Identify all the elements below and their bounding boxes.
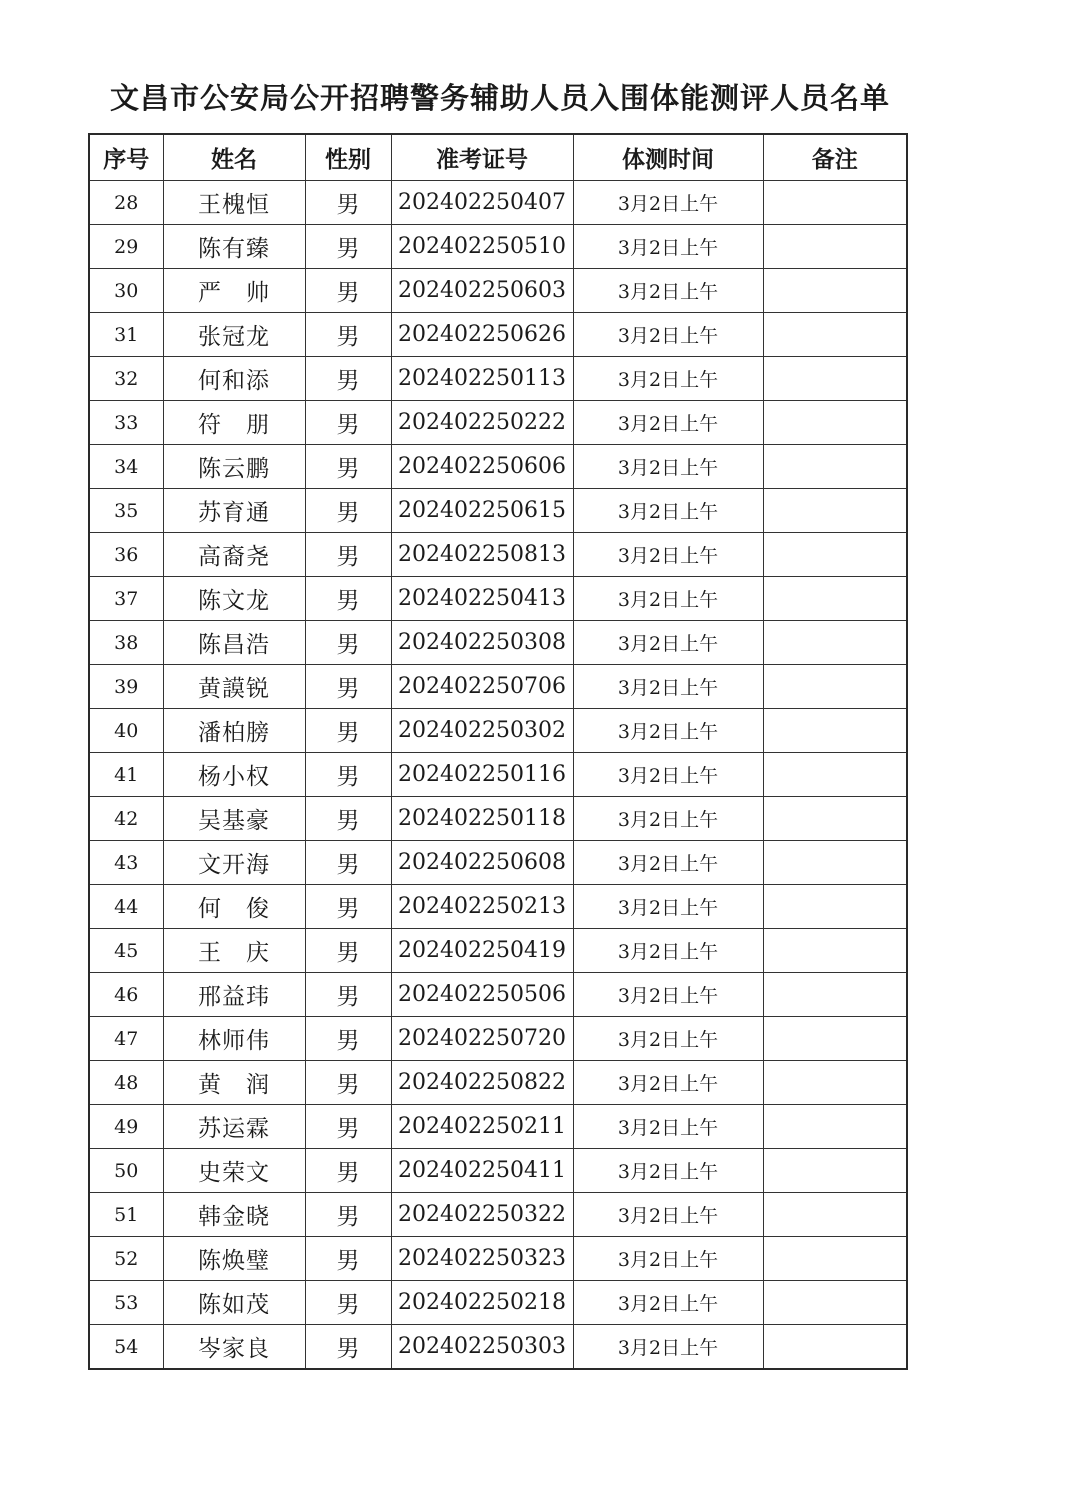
gender-cell: 男 <box>305 621 391 665</box>
exam-id-cell: 202402250506 <box>391 973 573 1017</box>
name-cell: 文开海 <box>163 841 305 885</box>
table-row <box>89 1105 907 1149</box>
test-time-cell: 3月2日上午 <box>573 621 763 665</box>
note-cell <box>763 1017 907 1061</box>
note-cell <box>763 401 907 445</box>
note-cell <box>763 973 907 1017</box>
table-body <box>89 181 907 1370</box>
exam-id-cell: 202402250720 <box>391 1017 573 1061</box>
test-time-cell: 3月2日上午 <box>573 489 763 533</box>
exam-id-cell: 202402250413 <box>391 577 573 621</box>
name-cell: 王槐恒 <box>163 181 305 225</box>
exam-id-cell: 202402250411 <box>391 1149 573 1193</box>
test-time-cell: 3月2日上午 <box>573 1237 763 1281</box>
test-time-cell: 3月2日上午 <box>573 1017 763 1061</box>
header-seq: 序号 <box>89 134 163 181</box>
exam-id-cell: 202402250218 <box>391 1281 573 1325</box>
table-row <box>89 797 907 841</box>
exam-id-cell: 202402250813 <box>391 533 573 577</box>
test-time-cell: 3月2日上午 <box>573 1325 763 1370</box>
table-row <box>89 1325 907 1370</box>
exam-id-cell: 202402250510 <box>391 225 573 269</box>
test-time-cell: 3月2日上午 <box>573 929 763 973</box>
note-cell <box>763 885 907 929</box>
gender-cell: 男 <box>305 1281 391 1325</box>
seq-cell: 43 <box>89 841 163 885</box>
seq-cell: 29 <box>89 225 163 269</box>
gender-cell: 男 <box>305 313 391 357</box>
table-row <box>89 1193 907 1237</box>
test-time-cell: 3月2日上午 <box>573 269 763 313</box>
name-cell: 陈文龙 <box>163 577 305 621</box>
header-row <box>89 134 907 181</box>
gender-cell: 男 <box>305 797 391 841</box>
test-time-cell: 3月2日上午 <box>573 841 763 885</box>
gender-cell: 男 <box>305 533 391 577</box>
test-time-cell: 3月2日上午 <box>573 973 763 1017</box>
exam-id-cell: 202402250323 <box>391 1237 573 1281</box>
table-row <box>89 1281 907 1325</box>
name-cell: 陈有臻 <box>163 225 305 269</box>
table-row <box>89 1237 907 1281</box>
name-cell: 陈如茂 <box>163 1281 305 1325</box>
name-cell: 何 俊 <box>163 885 305 929</box>
page-title: 文昌市公安局公开招聘警务辅助人员入围体能测评人员名单 <box>109 81 890 115</box>
exam-id-cell: 202402250302 <box>391 709 573 753</box>
note-cell <box>763 621 907 665</box>
exam-id-cell: 202402250407 <box>391 181 573 225</box>
table-row <box>89 357 907 401</box>
gender-cell: 男 <box>305 181 391 225</box>
name-cell: 陈焕璧 <box>163 1237 305 1281</box>
exam-id-cell: 202402250303 <box>391 1325 573 1370</box>
test-time-cell: 3月2日上午 <box>573 225 763 269</box>
seq-cell: 44 <box>89 885 163 929</box>
table-row <box>89 445 907 489</box>
name-cell: 邢益玮 <box>163 973 305 1017</box>
note-cell <box>763 1237 907 1281</box>
table-row <box>89 709 907 753</box>
test-time-cell: 3月2日上午 <box>573 181 763 225</box>
gender-cell: 男 <box>305 1061 391 1105</box>
name-cell: 张冠龙 <box>163 313 305 357</box>
gender-cell: 男 <box>305 357 391 401</box>
name-cell: 韩金晓 <box>163 1193 305 1237</box>
name-cell: 严 帅 <box>163 269 305 313</box>
name-cell: 何和添 <box>163 357 305 401</box>
seq-cell: 39 <box>89 665 163 709</box>
gender-cell: 男 <box>305 929 391 973</box>
table-row <box>89 1061 907 1105</box>
note-cell <box>763 1281 907 1325</box>
gender-cell: 男 <box>305 225 391 269</box>
header-test-time: 体测时间 <box>573 134 763 181</box>
exam-id-cell: 202402250116 <box>391 753 573 797</box>
test-time-cell: 3月2日上午 <box>573 577 763 621</box>
gender-cell: 男 <box>305 709 391 753</box>
test-time-cell: 3月2日上午 <box>573 885 763 929</box>
exam-id-cell: 202402250113 <box>391 357 573 401</box>
note-cell <box>763 797 907 841</box>
name-cell: 史荣文 <box>163 1149 305 1193</box>
note-cell <box>763 577 907 621</box>
name-cell: 苏运霖 <box>163 1105 305 1149</box>
table-row <box>89 753 907 797</box>
test-time-cell: 3月2日上午 <box>573 313 763 357</box>
gender-cell: 男 <box>305 269 391 313</box>
note-cell <box>763 709 907 753</box>
name-cell: 杨小权 <box>163 753 305 797</box>
gender-cell: 男 <box>305 1017 391 1061</box>
exam-id-cell: 202402250308 <box>391 621 573 665</box>
seq-cell: 40 <box>89 709 163 753</box>
table-row <box>89 533 907 577</box>
seq-cell: 52 <box>89 1237 163 1281</box>
seq-cell: 38 <box>89 621 163 665</box>
table-row <box>89 489 907 533</box>
table-row <box>89 1017 907 1061</box>
table-row <box>89 929 907 973</box>
table-row <box>89 885 907 929</box>
note-cell <box>763 1325 907 1370</box>
name-cell: 黄謨锐 <box>163 665 305 709</box>
note-cell <box>763 841 907 885</box>
note-cell <box>763 1105 907 1149</box>
note-cell <box>763 533 907 577</box>
exam-id-cell: 202402250222 <box>391 401 573 445</box>
seq-cell: 37 <box>89 577 163 621</box>
table-row <box>89 401 907 445</box>
test-time-cell: 3月2日上午 <box>573 357 763 401</box>
seq-cell: 48 <box>89 1061 163 1105</box>
note-cell <box>763 269 907 313</box>
gender-cell: 男 <box>305 753 391 797</box>
table-row <box>89 973 907 1017</box>
name-cell: 吴基豪 <box>163 797 305 841</box>
gender-cell: 男 <box>305 489 391 533</box>
seq-cell: 51 <box>89 1193 163 1237</box>
seq-cell: 31 <box>89 313 163 357</box>
note-cell <box>763 929 907 973</box>
note-cell <box>763 357 907 401</box>
name-cell: 高裔尧 <box>163 533 305 577</box>
seq-cell: 46 <box>89 973 163 1017</box>
table-header <box>89 134 907 181</box>
name-cell: 符 朋 <box>163 401 305 445</box>
gender-cell: 男 <box>305 1325 391 1370</box>
seq-cell: 47 <box>89 1017 163 1061</box>
exam-id-cell: 202402250211 <box>391 1105 573 1149</box>
header-gender: 性别 <box>305 134 391 181</box>
seq-cell: 41 <box>89 753 163 797</box>
note-cell <box>763 225 907 269</box>
table-row <box>89 269 907 313</box>
exam-id-cell: 202402250822 <box>391 1061 573 1105</box>
gender-cell: 男 <box>305 1193 391 1237</box>
test-time-cell: 3月2日上午 <box>573 797 763 841</box>
test-time-cell: 3月2日上午 <box>573 753 763 797</box>
exam-id-cell: 202402250603 <box>391 269 573 313</box>
test-time-cell: 3月2日上午 <box>573 1281 763 1325</box>
name-cell: 陈昌浩 <box>163 621 305 665</box>
gender-cell: 男 <box>305 1237 391 1281</box>
gender-cell: 男 <box>305 973 391 1017</box>
exam-id-cell: 202402250626 <box>391 313 573 357</box>
table-row <box>89 665 907 709</box>
test-time-cell: 3月2日上午 <box>573 1149 763 1193</box>
header-exam-id: 准考证号 <box>391 134 573 181</box>
seq-cell: 50 <box>89 1149 163 1193</box>
exam-id-cell: 202402250706 <box>391 665 573 709</box>
gender-cell: 男 <box>305 885 391 929</box>
gender-cell: 男 <box>305 1149 391 1193</box>
table-row <box>89 621 907 665</box>
note-cell <box>763 1149 907 1193</box>
test-time-cell: 3月2日上午 <box>573 1061 763 1105</box>
note-cell <box>763 489 907 533</box>
exam-id-cell: 202402250118 <box>391 797 573 841</box>
name-cell: 王 庆 <box>163 929 305 973</box>
gender-cell: 男 <box>305 401 391 445</box>
test-time-cell: 3月2日上午 <box>573 1105 763 1149</box>
seq-cell: 30 <box>89 269 163 313</box>
seq-cell: 53 <box>89 1281 163 1325</box>
test-time-cell: 3月2日上午 <box>573 1193 763 1237</box>
gender-cell: 男 <box>305 665 391 709</box>
gender-cell: 男 <box>305 1105 391 1149</box>
table-row <box>89 313 907 357</box>
seq-cell: 49 <box>89 1105 163 1149</box>
name-cell: 林师伟 <box>163 1017 305 1061</box>
name-cell: 苏育通 <box>163 489 305 533</box>
test-time-cell: 3月2日上午 <box>573 401 763 445</box>
seq-cell: 42 <box>89 797 163 841</box>
exam-id-cell: 202402250213 <box>391 885 573 929</box>
exam-id-cell: 202402250606 <box>391 445 573 489</box>
seq-cell: 54 <box>89 1325 163 1370</box>
test-time-cell: 3月2日上午 <box>573 533 763 577</box>
note-cell <box>763 313 907 357</box>
name-cell: 潘柏膀 <box>163 709 305 753</box>
seq-cell: 35 <box>89 489 163 533</box>
gender-cell: 男 <box>305 577 391 621</box>
seq-cell: 34 <box>89 445 163 489</box>
header-name: 姓名 <box>163 134 305 181</box>
test-time-cell: 3月2日上午 <box>573 445 763 489</box>
note-cell <box>763 665 907 709</box>
seq-cell: 45 <box>89 929 163 973</box>
exam-id-cell: 202402250419 <box>391 929 573 973</box>
table-row <box>89 181 907 225</box>
name-cell: 岑家良 <box>163 1325 305 1370</box>
note-cell <box>763 445 907 489</box>
header-note: 备注 <box>763 134 907 181</box>
note-cell <box>763 1193 907 1237</box>
seq-cell: 32 <box>89 357 163 401</box>
candidate-table <box>88 133 908 1370</box>
note-cell <box>763 753 907 797</box>
seq-cell: 36 <box>89 533 163 577</box>
gender-cell: 男 <box>305 841 391 885</box>
exam-id-cell: 202402250608 <box>391 841 573 885</box>
table-row <box>89 225 907 269</box>
table-row <box>89 577 907 621</box>
exam-id-cell: 202402250322 <box>391 1193 573 1237</box>
seq-cell: 28 <box>89 181 163 225</box>
exam-id-cell: 202402250615 <box>391 489 573 533</box>
table-row <box>89 841 907 885</box>
table-row <box>89 1149 907 1193</box>
note-cell <box>763 181 907 225</box>
seq-cell: 33 <box>89 401 163 445</box>
gender-cell: 男 <box>305 445 391 489</box>
note-cell <box>763 1061 907 1105</box>
test-time-cell: 3月2日上午 <box>573 709 763 753</box>
test-time-cell: 3月2日上午 <box>573 665 763 709</box>
name-cell: 黄 润 <box>163 1061 305 1105</box>
name-cell: 陈云鹏 <box>163 445 305 489</box>
